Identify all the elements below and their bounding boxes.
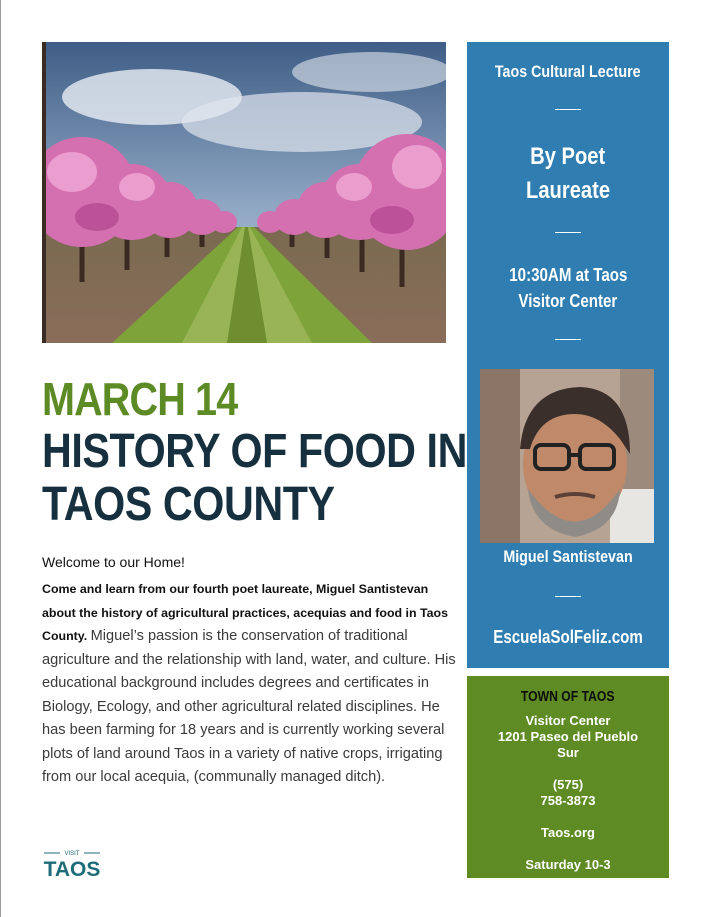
event-title-line-2: TAOS COUNTY [42, 478, 335, 531]
logo-visit-text: VISIT [64, 851, 80, 857]
address-line-1: 1201 Paseo del Pueblo [497, 729, 639, 744]
lecture-info-panel [467, 42, 669, 668]
event-date: MARCH 14 [42, 373, 238, 425]
phone-area-code: (575) [552, 777, 584, 792]
event-description [42, 578, 462, 790]
page-edge-line [0, 0, 1, 917]
time-location: 10:30AM at Taos Visitor Center [508, 265, 628, 311]
town-name: TOWN OF TAOS [521, 689, 615, 705]
website-link[interactable]: EscuelaSolFeliz.com [493, 627, 643, 647]
divider [555, 109, 581, 110]
divider [555, 596, 581, 597]
phone-number: 758-3873 [540, 793, 596, 808]
speaker-role: By Poet Laureate [525, 143, 611, 204]
opening-hours: Saturday 10-3 [525, 857, 611, 872]
event-title-line-1: HISTORY OF FOOD IN [42, 425, 467, 478]
speaker-portrait [480, 369, 654, 543]
speaker-name: Miguel Santistevan [503, 547, 633, 566]
description-body: Miguel’s passion is the conservation of traditional agriculture and the relationship with land, water, and culture. His educational background includes degrees and certificates in Biology, Ecology, and other agricultural related disciplines. He has been farming for 18 years and is currently working several plots of land around Taos in a variety of native crops, irrigating from our local acequia, (communally managed ditch). [42, 628, 456, 785]
logo-taos-text: TAOS [43, 858, 101, 880]
description-intro: Come and learn from our fourth poet laureate, Miguel Santistevan about the history of agricultural practices, acequias and food in Taos County. [42, 582, 448, 643]
series-name: Taos Cultural Lecture [495, 62, 641, 81]
orchard-photo [42, 42, 446, 343]
visit-taos-logo [42, 848, 102, 880]
welcome-heading: Welcome to our Home! [42, 554, 185, 570]
visitor-center-label: Visitor Center [525, 713, 611, 728]
location-info-box [467, 676, 669, 878]
divider [555, 232, 581, 233]
address-line-2: Sur [557, 745, 579, 760]
divider [555, 339, 581, 340]
taos-website-link[interactable]: Taos.org [541, 825, 595, 840]
event-title [42, 425, 467, 531]
